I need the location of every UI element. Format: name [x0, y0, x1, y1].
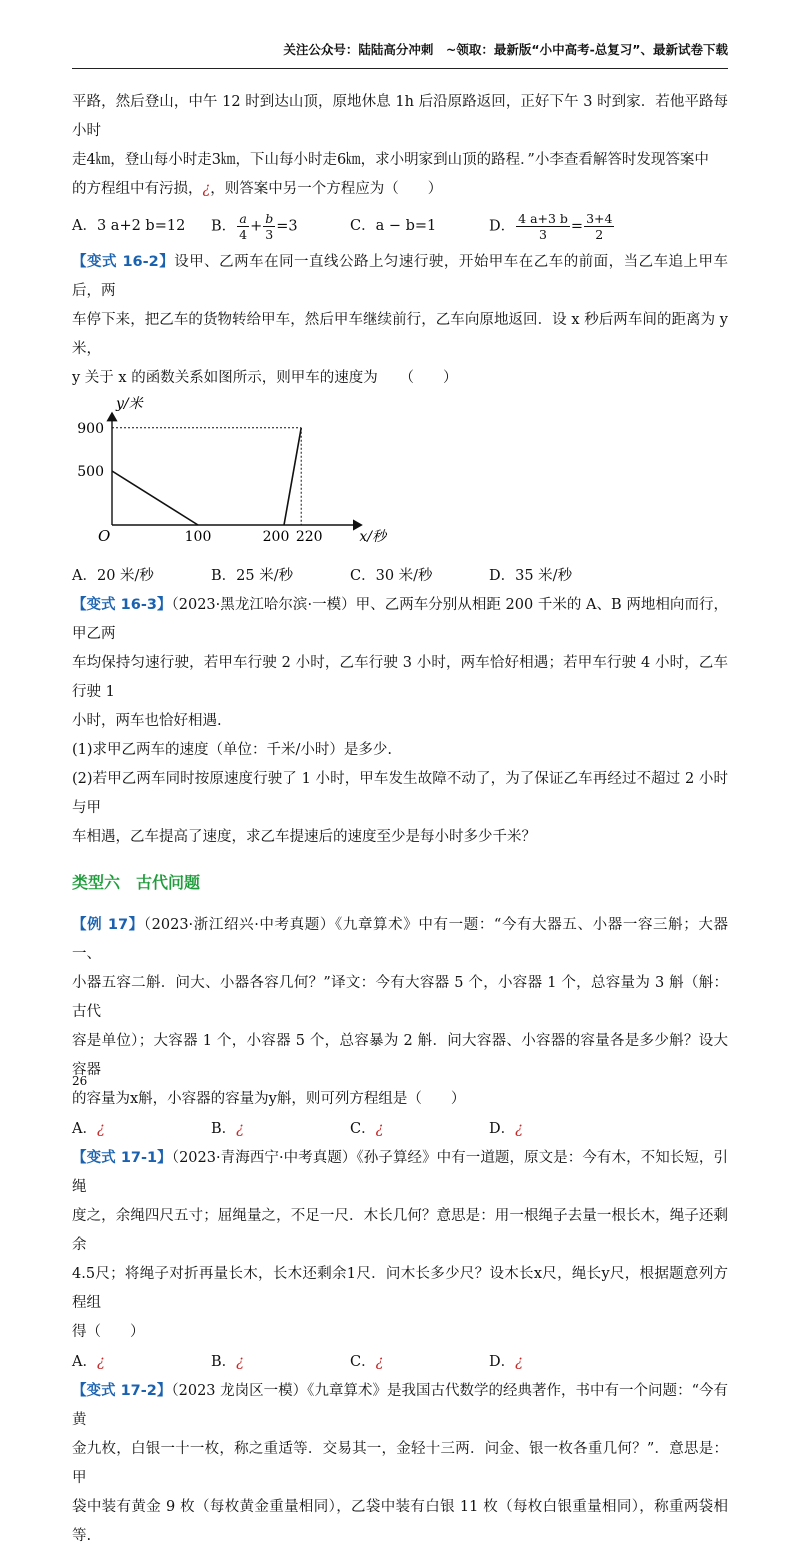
ex17-option-d[interactable] [489, 1115, 628, 1144]
option-b-prefix: B． [211, 218, 237, 234]
q17-2-line3: 袋中装有黄金 9 枚（每枚黄金重量相同），乙袋中装有白银 11 枚（每枚白银重量相同），称重两袋相等. [72, 1499, 728, 1544]
q16-2-line1 [72, 248, 728, 306]
distance-time-chart [72, 395, 728, 561]
missing-formula-glyph: ¿ [96, 1120, 105, 1137]
page-header: 关注公众号：陆陆高分冲刺 ~领取：最新版“小中高考-总复习”、最新试卷下载 [283, 42, 728, 57]
x-tick-label: 100 [184, 529, 212, 545]
q16-1-option-a[interactable]: A．3 a+2 b=12 [72, 217, 186, 234]
y-tick-label: 900 [77, 420, 104, 437]
q17-2-text1: （2023 龙岗区一模）《九章算术》是我国古代数学的经典著作，书中有一个问题：“今有黄 [72, 1383, 728, 1428]
q16-3-line2: 车均保持匀速行驶，若甲车行驶 2 小时，乙车行驶 3 小时，两车恰好相遇；若甲车行驶 4 小时，乙车行驶 1 [72, 655, 728, 700]
q16-1-options [72, 204, 728, 248]
q17-1-line4: 得（ ） [72, 1324, 145, 1340]
ex17-option-a[interactable] [72, 1115, 211, 1144]
option-label: B． [211, 1353, 237, 1370]
denominator: 3 [539, 226, 547, 242]
q17-2-line1 [72, 1377, 728, 1435]
x-axis-label: x/秒 [359, 529, 387, 545]
option-label: C． [350, 1120, 376, 1137]
q16-3-tag: 【变式 16-3】 [72, 597, 172, 613]
q16-3-sub1: (1)求甲乙两车的速度（单位：千米/小时）是多少. [72, 742, 393, 758]
missing-formula-glyph: ¿ [236, 1120, 244, 1137]
q16-2-option-a[interactable]: A．20 米/秒 [72, 567, 154, 584]
q16-1-line2: 走4㎞，登山每小时走3㎞，下山每小时走6㎞，求小明家到山顶的路程．”小李查看解答时发现答案中 [72, 152, 709, 168]
option-label: A． [72, 1353, 97, 1370]
q16-2-options [72, 561, 728, 591]
fraction [516, 211, 570, 242]
q16-2-tag: 【变式 16-2】 [72, 254, 175, 270]
q16-2-option-b[interactable]: B．25 米/秒 [211, 567, 294, 584]
ex17-line1 [72, 911, 728, 969]
q16-1-option-b[interactable] [211, 211, 350, 242]
q16-3-text1: （2023·黑龙江哈尔滨·一模）甲、乙两车分别从相距 200 千米的 A、B 两地相向而行，甲乙两 [72, 597, 728, 642]
q17-1-option-c[interactable] [350, 1348, 489, 1377]
missing-formula-glyph: ¿ [96, 1353, 105, 1370]
y-tick-label: 500 [77, 464, 104, 480]
numerator: b [265, 210, 274, 226]
x-tick-label: 200 [262, 529, 290, 545]
q17-2-line2: 金九枚，白银一十一枚，称之重适等．交易其一，金轻十三两．问金、银一枚各重几何？”．意思是：甲 [72, 1441, 728, 1486]
q16-1-line3 [72, 175, 728, 204]
q16-2-option-c[interactable]: C．30 米/秒 [350, 567, 433, 584]
ex17-line2: 小器五容二斛．问大、小器各容几何？”译文：今有大容器 5 个，小容器 1 个，总容量为 3 斛（斛：古代 [72, 975, 728, 1020]
option-b-rhs: =3 [276, 218, 298, 234]
ex17-text1: （2023·浙江绍兴·中考真题）《九章算术》中有一题：“今有大器五、小器一容三斛；大器一、 [72, 917, 728, 962]
q16-1-line3b: ，则答案中另一个方程应为（ ） [210, 181, 443, 197]
option-label: D． [489, 1353, 516, 1370]
ex17-tag: 【例 17】 [72, 917, 144, 933]
header-rule [72, 68, 728, 69]
origin-label: O [98, 527, 111, 545]
q16-3-line1 [72, 591, 728, 649]
numerator: 4 a+3 b [518, 210, 568, 226]
q16-2-line2: 车停下来，把乙车的货物转给甲车，然后甲车继续前行，乙车向原地返回．设 x 秒后两车间的距离为 y 米， [72, 312, 728, 357]
q16-3-line3: 小时，两车也恰好相遇. [72, 713, 222, 729]
ex17-option-b[interactable] [211, 1115, 350, 1144]
missing-formula-glyph: ¿ [515, 1353, 523, 1370]
missing-formula-glyph: ¿ [236, 1353, 244, 1370]
q16-2-text1: 设甲、乙两车在同一直线公路上匀速行驶，开始甲车在乙车的前面，当乙车追上甲车后，两 [72, 254, 728, 299]
missing-formula-glyph: ¿ [375, 1353, 384, 1370]
q16-3-sub2a: (2)若甲乙两车同时按原速度行驶了 1 小时，甲车发生故障不动了，为了保证乙车再经过不超过 2 小时与甲 [72, 771, 728, 816]
q16-1-line1: 平路，然后登山，中午 12 时到达山顶，原地休息 1h 后沿原路返回，正好下午 3 时到家．若他平路每小时 [72, 94, 728, 139]
numerator: 3+4 [586, 210, 613, 226]
ex17-options [72, 1114, 728, 1144]
fraction [584, 211, 614, 242]
q16-2-line3: y 关于 x 的函数关系如图所示，则甲车的速度为 （ ） [72, 370, 458, 386]
q17-1-option-b[interactable] [211, 1348, 350, 1377]
q17-1-option-a[interactable] [72, 1348, 211, 1377]
missing-formula-glyph: ¿ [375, 1120, 384, 1137]
numerator: a [237, 211, 249, 227]
page-number: 26 [72, 1074, 88, 1088]
q16-1-option-d[interactable] [489, 211, 628, 242]
q17-1-line1 [72, 1144, 728, 1202]
option-label: C． [350, 1353, 376, 1370]
q17-1-line2: 度之，余绳四尺五寸；屈绳量之，不足一尺．木长几何？意思是：用一根绳子去量一根长木，绳子还剩余 [72, 1208, 728, 1253]
denominator: 3 [265, 226, 274, 242]
q17-1-text1: （2023·青海西宁·中考真题）《孙子算经》中有一道题，原文是：今有木，不知长短，引绳 [72, 1150, 728, 1195]
equals-sign: = [570, 218, 584, 234]
q16-2-option-d[interactable]: D．35 米/秒 [489, 567, 573, 584]
q17-1-options [72, 1347, 728, 1377]
ex17-option-c[interactable] [350, 1115, 489, 1144]
missing-formula-glyph: ¿ [515, 1120, 523, 1137]
q17-2-tag: 【变式 17-2】 [72, 1383, 172, 1399]
fraction [263, 211, 275, 242]
missing-formula-glyph: ¿ [202, 181, 211, 197]
q16-1-option-c[interactable]: C．a − b=1 [350, 217, 437, 234]
series-line-1 [112, 471, 198, 525]
option-label: A． [72, 1120, 97, 1137]
denominator: 2 [595, 226, 604, 242]
chart-svg [72, 395, 387, 561]
ex17-line4: 的容量为x斛，小容器的容量为y斛，则可列方程组是（ ） [72, 1091, 466, 1107]
y-axis-label: y/米 [116, 396, 143, 412]
series-line-2 [284, 428, 301, 525]
q16-3-sub2b: 车相遇，乙车提高了速度，求乙车提速后的速度至少是每小时多少千米？ [72, 829, 536, 845]
option-label: B． [211, 1120, 237, 1137]
q17-1-option-d[interactable] [489, 1348, 628, 1377]
fraction [237, 211, 249, 242]
option-label: D． [489, 1120, 516, 1137]
section-title: 类型六 古代问题 [72, 873, 201, 892]
page-content [72, 88, 728, 1551]
ex17-line3: 容是单位）；大容器 1 个，小容器 5 个，总容暴为 2 斛．问大容器、小容器的容量各是多少斛？设大容器 [72, 1033, 728, 1078]
q17-1-line3: 4.5尺；将绳子对折再量长木，长木还剩余1尺．问木长多少尺？设木长x尺，绳长y尺，根据题意列方程组 [72, 1266, 728, 1311]
q17-1-tag: 【变式 17-1】 [72, 1150, 172, 1166]
plus-sign: + [250, 218, 263, 234]
x-tick-label: 220 [295, 529, 323, 545]
q16-1-line3a: 的方程组中有污损， [72, 181, 203, 197]
denominator: 4 [239, 226, 248, 242]
option-d-prefix: D． [489, 218, 516, 234]
